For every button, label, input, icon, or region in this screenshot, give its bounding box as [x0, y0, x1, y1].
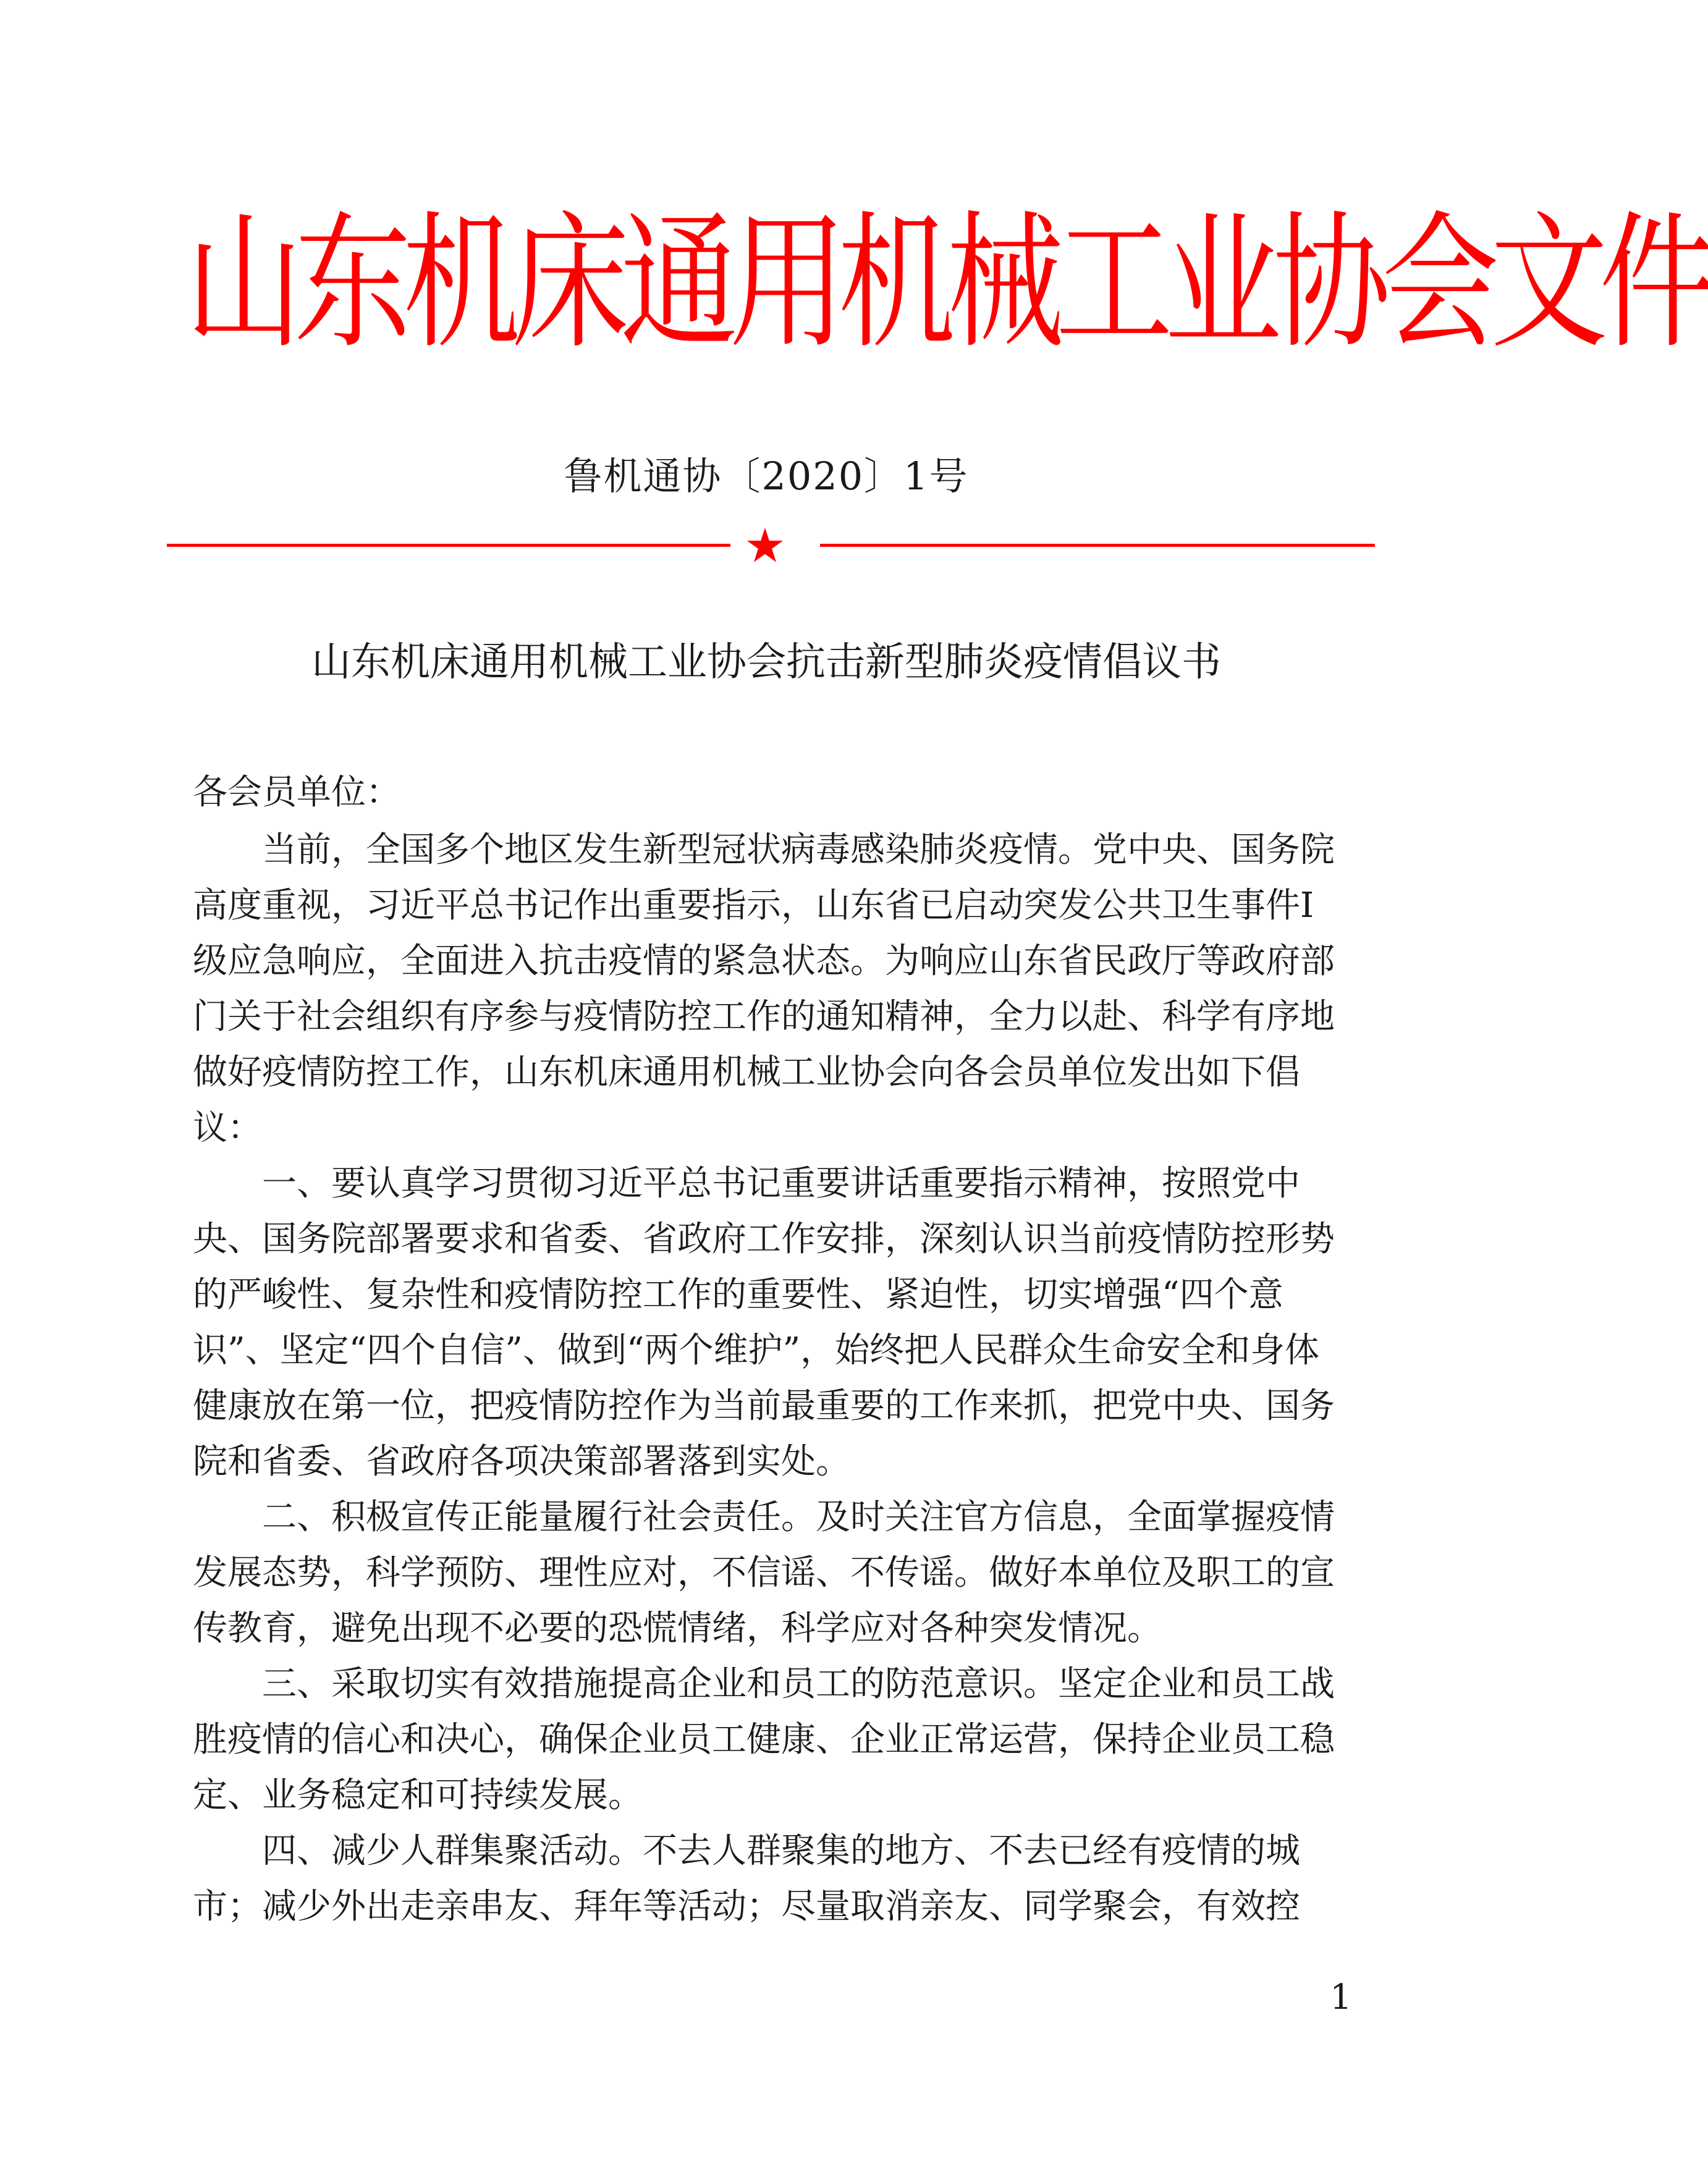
paragraph-item-1: 一、要认真学习贯彻习近平总书记重要讲话重要指示精神，按照党中央、国务院部署要求和省委、省政府工作安排，深刻认识当前疫情防控形势的严峻性、复杂性和疫情防控工作的重要性、紧迫性，切实增强“四个意识”、坚定“四个自信”、做到“两个维护”，始终把人民群众生命安全和身体健康放在第一位，把疫情防控作为当前最重要的工作来抓，把党中央、国务院和省委、省政府各项决策部署落到实处。: [193, 1164, 1335, 1482]
red-rule-right: [820, 544, 1375, 547]
document-number: 鲁机通协〔2020〕1号: [564, 454, 969, 499]
page-number: 1: [1330, 1977, 1352, 2017]
paragraph-intro: 当前，全国多个地区发生新型冠状病毒感染肺炎疫情。党中央、国务院高度重视，习近平总书记作出重要指示，山东省已启动突发公共卫生事件Ⅰ级应急响应，全面进入抗击疫情的紧急状态。为响应山东省民政厅等政府部门关于社会组织有序参与疫情防控工作的通知精神，全力以赴、科学有序地做好疫情防控工作，山东机床通用机械工业协会向各会员单位发出如下倡议：: [193, 830, 1335, 1148]
paragraph-item-2: 二、积极宣传正能量履行社会责任。及时关注官方信息，全面掌握疫情发展态势，科学预防、理性应对，不信谣、不传谣。做好本单位及职工的宣传教育，避免出现不必要的恐慌情绪，科学应对各种突发情况。: [193, 1497, 1335, 1649]
paragraph-item-4: 四、减少人群集聚活动。不去人群聚集的地方、不去已经有疫情的城市；减少外出走亲串友、拜年等活动；尽量取消亲友、同学聚会，有效控: [193, 1831, 1300, 1927]
salutation: 各会员单位：: [193, 772, 400, 813]
star-icon: [746, 526, 784, 565]
paragraph-item-3: 三、采取切实有效措施提高企业和员工的防范意识。坚定企业和员工战胜疫情的信心和决心，确保企业员工健康、企业正常运营，保持企业员工稳定、业务稳定和可持续发展。: [193, 1664, 1335, 1815]
document-title: 山东机床通用机械工业协会抗击新型肺炎疫情倡议书: [311, 640, 1221, 685]
document-body: [193, 763, 1346, 1935]
org-header-title: 山东机床通用机械工业协会文件: [185, 198, 1708, 369]
red-rule-left: [167, 544, 730, 547]
